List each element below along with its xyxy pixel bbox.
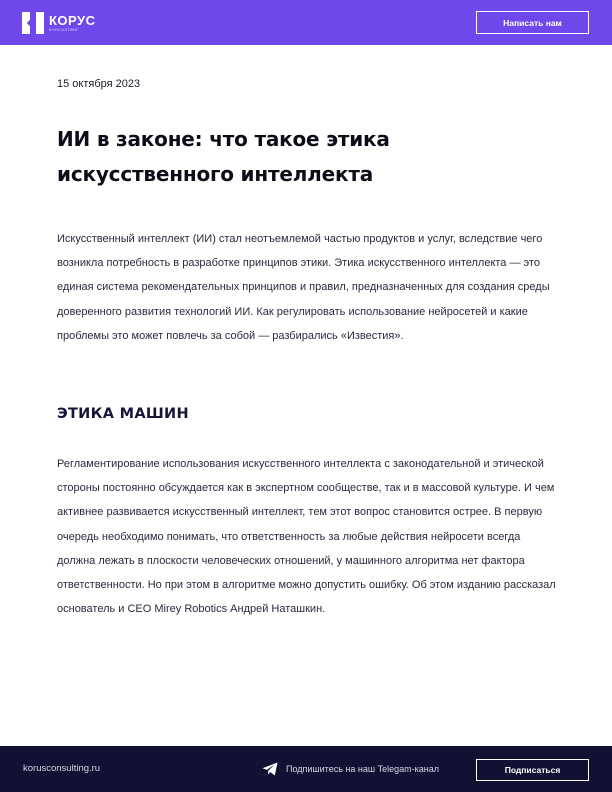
korus-logo[interactable] (22, 11, 96, 35)
paper-plane-icon (262, 762, 278, 776)
telegram-promo[interactable] (262, 762, 439, 776)
footer-bar (0, 746, 612, 792)
article-intro: Искусственный интеллект (ИИ) стал неотъемлемой частью продуктов и услуг, вследствие чего возникла потребность в разработке принципов этики. Этика искусственного интеллекта — это единая система рекомендательных принципов и правил, предназначенных для создания среды доверенного развития технологий ИИ. Как регулировать использование нейросетей и какие проблемы это может повлечь за собой — разбирались «Известия». (57, 233, 550, 342)
korus-logo-icon (22, 12, 44, 34)
subscribe-button[interactable]: Подписаться (476, 759, 589, 781)
logo-subtitle: КОНСАЛТИНГ (49, 27, 79, 32)
section-text: Регламентирование использования искусственного интеллекта с законодательной и этической стороны постоянно обсуждается как в экспертном сообществе, так и в массовой культуре. И чем активнее развивается искусственный интеллект, тем этот вопрос становится острее. В первую очередь необходимо понимать, что ответственность за любые действия нейросети всегда должна лежать в плоскости человеческих отношений, у машинного алгоритма нет фактора ответственности. Но при этом в алгоритме можно допустить ошибку. Об этом изданию рассказал основатель и CEO Mirey Robotics Андрей Наташкин. (57, 458, 556, 616)
publish-date: 15 октября 2023 (57, 78, 141, 90)
header-bar (0, 0, 612, 45)
telegram-text: Подпишитесь на наш Telegam-канал (286, 764, 439, 774)
logo-name: КОРУС (49, 12, 96, 28)
contact-us-button[interactable]: Написать нам (476, 11, 589, 34)
section-heading: ЭТИКА МАШИН (57, 406, 189, 422)
site-link[interactable]: korusconsulting.ru (23, 763, 101, 774)
article-title: ИИ в законе: что такое этика искусственного интеллекта (57, 127, 390, 186)
